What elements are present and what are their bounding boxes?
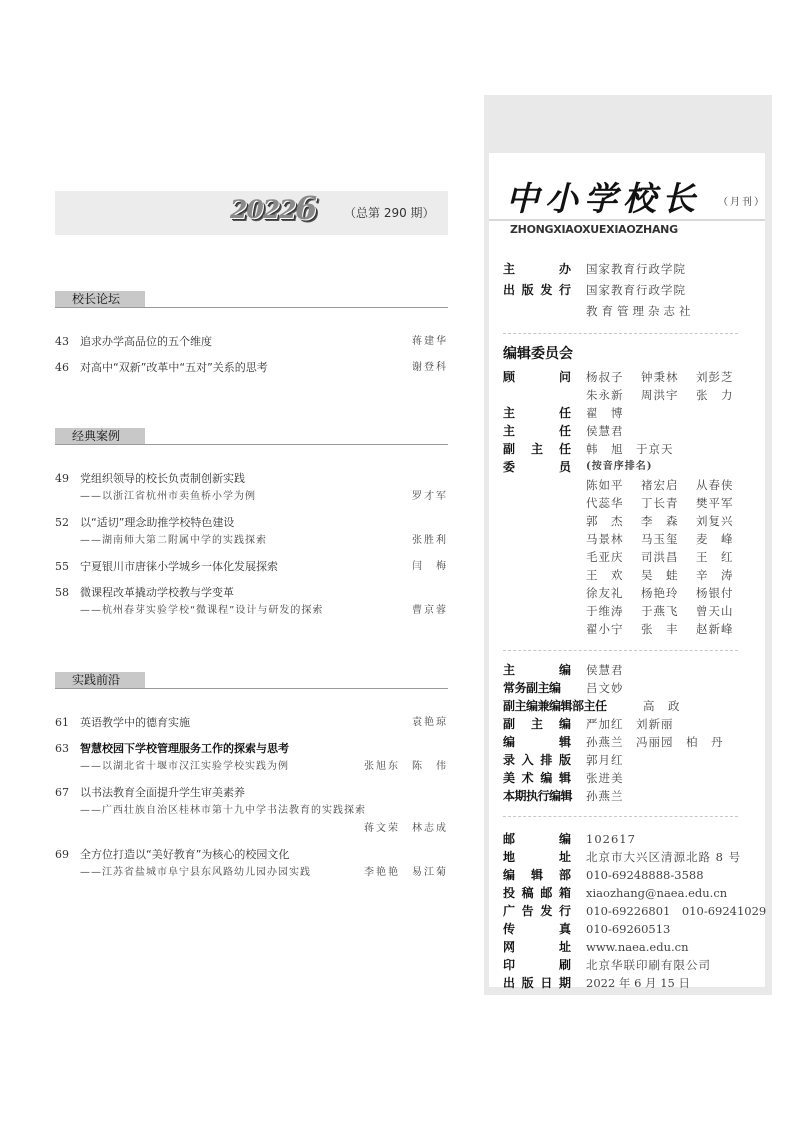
member-name: 刘复兴 bbox=[696, 514, 734, 528]
article-author: 闫 梅 bbox=[412, 561, 448, 572]
member-name: 翟小宁 bbox=[586, 622, 624, 636]
page-number: 69 bbox=[55, 848, 69, 861]
article-title[interactable]: 对高中“双新”改革中“五对”关系的思考 bbox=[80, 361, 268, 374]
member-name: 麦 峰 bbox=[696, 532, 734, 546]
board-title: 编辑委员会 bbox=[503, 346, 573, 362]
member-name: 杨银付 bbox=[696, 586, 734, 600]
publish-value: 国家教育行政学院 bbox=[586, 283, 686, 297]
member-name: 于维涛 bbox=[586, 604, 624, 618]
sponsor-value: 国家教育行政学院 bbox=[586, 262, 686, 276]
advisor-name: 刘彭芝 bbox=[696, 370, 734, 384]
section-classic-cases bbox=[55, 428, 448, 628]
member-name: 吴 蛙 bbox=[641, 568, 679, 582]
page-number: 67 bbox=[55, 786, 69, 799]
article-author: 张旭东 陈 伟 bbox=[364, 761, 448, 772]
editor-value: 孙燕兰 冯丽园 柏 丹 bbox=[586, 735, 724, 749]
dotted-divider bbox=[503, 816, 738, 817]
article-subtitle: ——湖南师大第二附属中学的实践探索 bbox=[80, 535, 267, 546]
members-label: 委 员 bbox=[503, 460, 571, 474]
advisor-name: 杨叔子 bbox=[586, 370, 624, 384]
page-number: 61 bbox=[55, 716, 69, 729]
member-name: 王 欢 bbox=[586, 568, 624, 582]
members-note: (按音序排名) bbox=[586, 461, 653, 472]
section-header bbox=[55, 291, 448, 308]
contact-label[interactable]: 投稿邮箱 bbox=[503, 886, 571, 900]
toc-entry[interactable] bbox=[55, 784, 448, 838]
advisors-list bbox=[586, 368, 751, 422]
page-number: 52 bbox=[55, 516, 69, 529]
editor-value: 高 政 bbox=[643, 699, 681, 713]
editor-value: 侯慧君 bbox=[586, 663, 624, 677]
dotted-divider bbox=[503, 333, 738, 334]
section-label: 经典案例 bbox=[55, 428, 145, 444]
contact-label: 编 辑 部 bbox=[503, 868, 571, 882]
issue-banner bbox=[55, 191, 448, 235]
advertising-phone: 010-69226801 010-69241029 bbox=[586, 904, 767, 918]
editor-label: 录入排版 bbox=[503, 753, 571, 767]
page-number: 43 bbox=[55, 335, 69, 348]
contact-label: 广告发行 bbox=[503, 904, 571, 918]
member-name: 马玉玺 bbox=[641, 532, 679, 546]
article-title[interactable]: 智慧校园下学校管理服务工作的探索与思考 bbox=[80, 742, 289, 755]
member-name: 樊平军 bbox=[696, 496, 734, 510]
member-name: 赵新峰 bbox=[696, 622, 734, 636]
vice-director-value: 韩 旭 于京天 bbox=[586, 442, 674, 456]
members-list bbox=[586, 476, 751, 638]
submission-email-link[interactable]: xiaozhang@naea.edu.cn bbox=[586, 886, 728, 900]
postal-code: 102617 bbox=[586, 832, 636, 846]
sponsor-label: 主 办 bbox=[503, 262, 571, 276]
member-name: 曾天山 bbox=[696, 604, 734, 618]
member-name: 丁长青 bbox=[641, 496, 679, 510]
contact-info bbox=[503, 830, 767, 992]
advisor-name: 钟秉林 bbox=[641, 370, 679, 384]
publisher-info bbox=[503, 260, 763, 320]
toc-entry[interactable] bbox=[55, 558, 448, 576]
article-subtitle: ——杭州春芽实验学校“微课程”设计与研发的探索 bbox=[80, 605, 324, 616]
article-title[interactable]: 微课程改革撬动学校教与学变革 bbox=[80, 586, 234, 599]
member-name: 从春侠 bbox=[696, 478, 734, 492]
vice-director-label: 副 主 任 bbox=[503, 442, 571, 456]
article-subtitle: ——以浙江省杭州市卖鱼桥小学为例 bbox=[80, 491, 256, 502]
director-label: 主 任 bbox=[503, 424, 571, 438]
editor-label: 副主编兼编辑部主任 bbox=[503, 699, 607, 713]
article-title[interactable]: 全方位打造以“美好教育”为核心的校园文化 bbox=[80, 848, 290, 861]
publish-value-2: 教育管理杂志社 bbox=[586, 304, 695, 318]
member-name: 徐友礼 bbox=[586, 586, 624, 600]
publish-label: 出版发行 bbox=[503, 283, 571, 297]
board-directors bbox=[503, 422, 763, 476]
editor-label: 副 主 编 bbox=[503, 717, 571, 731]
editor-label: 主 编 bbox=[503, 663, 571, 677]
page-number: 46 bbox=[55, 361, 69, 374]
article-author: 张胜利 bbox=[412, 535, 448, 546]
member-name: 辛 涛 bbox=[696, 568, 734, 582]
director-value: 侯慧君 bbox=[586, 424, 624, 438]
masthead-divider bbox=[489, 219, 765, 221]
toc-entry[interactable] bbox=[55, 359, 448, 377]
editor-value: 吕文妙 bbox=[586, 681, 624, 695]
member-name: 于燕飞 bbox=[641, 604, 679, 618]
article-title[interactable]: 以书法教育全面提升学生审美素养 bbox=[80, 786, 245, 799]
contact-label: 邮 编 bbox=[503, 832, 571, 846]
section-label: 实践前沿 bbox=[55, 672, 145, 688]
member-name: 李 森 bbox=[641, 514, 679, 528]
advisor-name: 翟 博 bbox=[586, 406, 624, 420]
advisor-name: 周洪宇 bbox=[641, 388, 679, 402]
member-name: 陈如平 bbox=[586, 478, 624, 492]
editor-label: 常务副主编 bbox=[503, 681, 561, 695]
section-header bbox=[55, 672, 448, 689]
article-title[interactable]: 党组织领导的校长负责制创新实践 bbox=[80, 472, 245, 485]
editor-value: 张进美 bbox=[586, 771, 624, 785]
member-name: 褚宏启 bbox=[641, 478, 679, 492]
toc-entry[interactable] bbox=[55, 740, 448, 776]
toc-entry[interactable] bbox=[55, 846, 448, 882]
article-author: 谢登科 bbox=[412, 362, 448, 373]
article-author: 袁艳琼 bbox=[412, 717, 448, 728]
section-principal-forum bbox=[55, 291, 448, 385]
page-number: 55 bbox=[55, 560, 69, 573]
member-name: 杨艳玲 bbox=[641, 586, 679, 600]
page-number: 58 bbox=[55, 586, 69, 599]
member-name: 毛亚庆 bbox=[586, 550, 624, 564]
article-subtitle: ——以湖北省十堰市汉江实验学校实践为例 bbox=[80, 761, 289, 772]
issue-year: 2022 bbox=[230, 195, 296, 224]
advisor-name: 朱永新 bbox=[586, 388, 624, 402]
section-label: 校长论坛 bbox=[55, 291, 145, 307]
article-author: 蒋文荣 林志成 bbox=[364, 823, 448, 834]
magazine-title: 中小学校长 bbox=[506, 179, 701, 218]
article-subtitle: ——广西壮族自治区桂林市第十九中学书法教育的实践探索 bbox=[80, 805, 366, 816]
website-link[interactable]: www.naea.edu.cn bbox=[586, 940, 689, 954]
member-name: 郭 杰 bbox=[586, 514, 624, 528]
toc-entry[interactable] bbox=[55, 333, 448, 351]
issue-month: 6 bbox=[295, 189, 318, 227]
editor-label: 本期执行编辑 bbox=[503, 789, 573, 803]
editorial-phone: 010-69248888-3588 bbox=[586, 868, 704, 882]
article-author: 蒋建华 bbox=[412, 336, 448, 347]
editor-label: 编 辑 bbox=[503, 735, 571, 749]
issue-total-number: （总第 290 期） bbox=[344, 206, 435, 220]
article-title[interactable]: 英语教学中的德育实施 bbox=[80, 716, 190, 729]
page-number: 49 bbox=[55, 472, 69, 485]
editor-value: 孙燕兰 bbox=[586, 789, 624, 803]
page-number: 63 bbox=[55, 742, 69, 755]
member-name: 马景林 bbox=[586, 532, 624, 546]
article-author: 李艳艳 易江菊 bbox=[364, 867, 448, 878]
section-practice-frontier bbox=[55, 672, 448, 890]
article-title[interactable]: 追求办学高品位的五个维度 bbox=[80, 335, 212, 348]
contact-label: 印 刷 bbox=[503, 958, 571, 972]
editor-value: 严加红 刘新丽 bbox=[586, 717, 674, 731]
contact-label: 传 真 bbox=[503, 922, 571, 936]
address: 北京市大兴区清源北路 8 号 bbox=[586, 850, 742, 864]
member-name: 王 红 bbox=[696, 550, 734, 564]
fax: 010-69260513 bbox=[586, 922, 671, 936]
director-label: 主 任 bbox=[503, 406, 571, 420]
article-subtitle: ——江苏省盐城市阜宁县东风路幼儿园办园实践 bbox=[80, 867, 311, 878]
member-name: 张 丰 bbox=[641, 622, 679, 636]
contact-label: 网 址 bbox=[503, 940, 571, 954]
editor-label: 美术编辑 bbox=[503, 771, 571, 785]
member-name: 司洪昌 bbox=[641, 550, 679, 564]
toc-entry[interactable] bbox=[55, 514, 448, 550]
article-title[interactable]: 以“适切”理念助推学校特色建设 bbox=[80, 516, 235, 529]
printer: 北京华联印刷有限公司 bbox=[586, 958, 711, 972]
dotted-divider bbox=[503, 650, 738, 651]
section-header bbox=[55, 428, 448, 445]
article-author: 罗才军 bbox=[412, 491, 448, 502]
masthead-panel bbox=[484, 95, 772, 995]
contact-label: 出版日期 bbox=[503, 976, 571, 990]
article-title[interactable]: 宁夏银川市唐徕小学城乡一体化发展探索 bbox=[80, 560, 278, 573]
editorial-staff bbox=[503, 661, 763, 805]
contact-label: 地 址 bbox=[503, 850, 571, 864]
magazine-pinyin: ZHONGXIAOXUEXIAOZHANG bbox=[510, 223, 678, 236]
toc-entry[interactable] bbox=[55, 584, 448, 620]
masthead-inner bbox=[489, 153, 767, 990]
advisors-label: 顾 问 bbox=[503, 370, 571, 384]
editor-value: 郭月红 bbox=[586, 753, 624, 767]
toc-entry[interactable] bbox=[55, 714, 448, 732]
magazine-frequency: （月刊） bbox=[718, 197, 766, 208]
publish-date: 2022 年 6 月 15 日 bbox=[586, 976, 690, 990]
member-name: 代蕊华 bbox=[586, 496, 624, 510]
article-author: 曹京蓉 bbox=[412, 605, 448, 616]
toc-entry[interactable] bbox=[55, 470, 448, 506]
advisor-name: 张 力 bbox=[696, 388, 734, 402]
